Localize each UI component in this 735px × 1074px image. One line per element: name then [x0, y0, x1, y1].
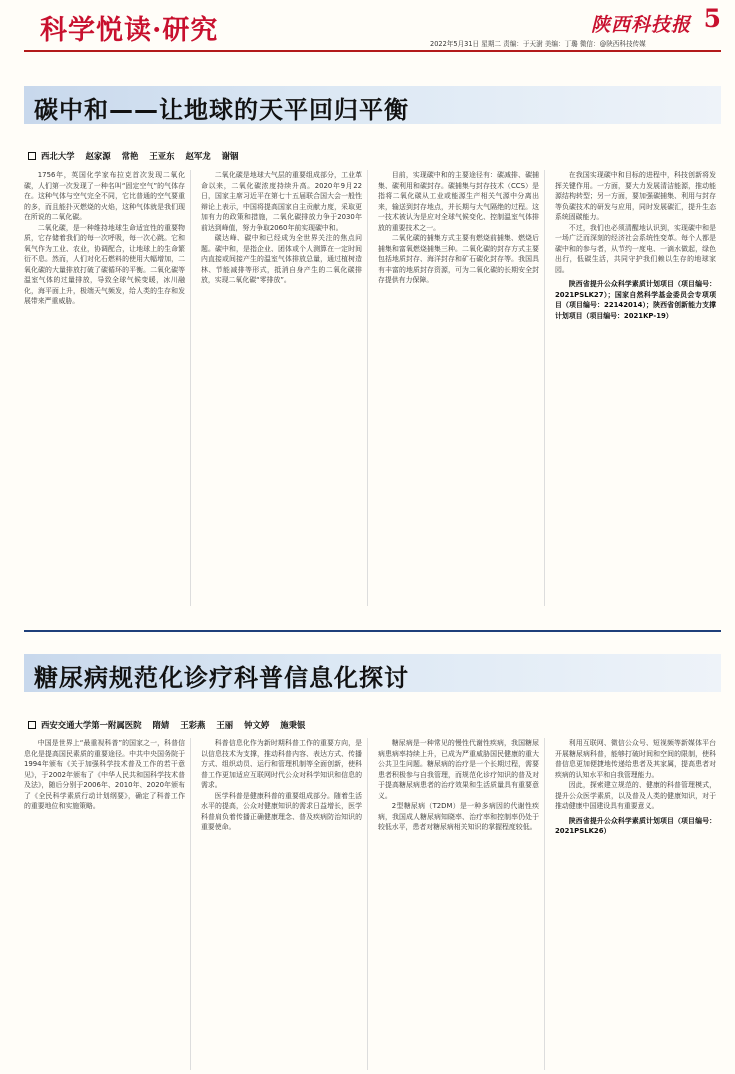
dateline: 2022年5月31日 星期二 责编：于天澍 美编：丁璐 微信：@陕西科技传媒: [430, 40, 646, 48]
article2-authors: [28, 719, 311, 731]
bullet-square-icon: [28, 721, 36, 729]
paragraph: 二氧化碳是地球大气层的重要组成部分，工业革命以来，二氧化碳浓度持续升高。2020年9月22日，国家主席习近平在第七十五届联合国大会一般性辩论上表示，中国将提高国家自主贡献力度，采取更加有力的政策和措施，二氧化碳排放力争于2030年前达到峰值，努力争取2060年前实现碳中和。: [201, 171, 362, 232]
funding-note: 陕西省提升公众科学素质计划项目（项目编号：2021PSLK26）: [555, 816, 716, 835]
article2-body: [24, 738, 721, 1070]
page-number: 5: [703, 4, 721, 33]
article-separator: [24, 630, 721, 632]
article1-title: 碳中和——让地球的天平回归平衡: [34, 96, 409, 124]
author: 赵家源: [85, 151, 111, 161]
article1-column: [24, 170, 191, 606]
paragraph: 因此，探索建立规范的、健康的科普管理模式，提升公众医学素质，以及普及人类的健康知识，对于推动健康中国建设具有重要意义。: [555, 781, 716, 810]
paragraph: 碳达峰、碳中和已经成为全世界关注的焦点问题。碳中和，是指企业、团体或个人测算在一定时间内直接或间接产生的温室气体排放总量，通过植树造林、节能减排等形式，抵消自身产生的二氧化碳排放，实现二氧化碳“零排放”。: [201, 234, 362, 284]
author: 隋婧: [152, 720, 170, 730]
author: 西北大学: [41, 151, 75, 161]
article2-column: [24, 738, 191, 1070]
paragraph: 二氧化碳，是一种维持地球生命适宜性的重要物质，它存储着我们的每一次呼吸，每一次心跳。它和氧气作为工业、农业，协调配合，让地球上的生命繁衍不息。然而，人们对化石燃料的使用大幅增加，二氧化碳的大量排放打破了碳循环的平衡。二氧化碳等温室气体的过量排放，导致全球气候变暖，冰川融化，海平面上升，极端天气频发，给人类的生存和发展带来严重威胁。: [24, 223, 185, 305]
author: 常艳: [121, 151, 139, 161]
author: 西安交通大学第一附属医院: [41, 720, 142, 730]
paragraph: 2型糖尿病（T2DM）是一种多病因的代谢性疾病，我国成人糖尿病知晓率、治疗率和控制率仍处于较低水平，患者对糖尿病相关知识的掌握程度较低。: [378, 802, 539, 831]
paragraph: 中国是世界上“最重视科普”的国家之一，科普信息化是提高国民素质的重要途径。中共中央国务院于1994年颁布《关于加强科学技术普及工作的若干意见》，于2002年颁布了《中华人民共和国科学技术普及法》，随后分别于2006年、2010年、2020年颁布了《全民科学素质行动计划纲要》，确定了科普工作的重要地位和实施策略。: [24, 739, 185, 810]
author: 施秉银: [280, 720, 306, 730]
bullet-square-icon: [28, 152, 36, 160]
section-title: 科学悦读·研究: [40, 15, 219, 46]
paragraph: 糖尿病是一种常见的慢性代谢性疾病，我国糖尿病患病率持续上升，已成为严重威胁国民健康的重大公共卫生问题。糖尿病的治疗是一个长期过程，需要患者积极参与自我管理，而规范化诊疗知识的普及对于提高糖尿病患者的治疗效果和生活质量具有重要意义。: [378, 739, 539, 800]
paragraph: 1756年，英国化学家布拉克首次发现二氧化碳，人们第一次发现了一种名叫“固定空气”的气体存在。这种气体与空气完全不同，它比普通的空气要重的多，而且能扑灭燃烧的火焰，这种气体就是我们现在所说的二氧化碳。: [24, 171, 185, 221]
article2-column: [201, 738, 368, 1070]
newspaper-brand: 陕西科技报: [590, 14, 691, 36]
article2-column: [555, 738, 721, 1070]
paragraph: 医学科普是健康科普的重要组成部分。随着生活水平的提高，公众对健康知识的需求日益增长，医学科普肩负着传播正确健康理念、普及疾病防治知识的重要使命。: [201, 791, 362, 831]
paragraph: 不过，我们也必须清醒地认识到，实现碳中和是一场广泛而深刻的经济社会系统性变革。每个人都是碳中和的参与者，从节约一度电、一滴水做起，绿色出行，低碳生活，共同守护我们赖以生存的地球家园。: [555, 223, 716, 274]
author: 赵军龙: [185, 151, 211, 161]
paragraph: 在我国实现碳中和目标的进程中，科技创新将发挥关键作用。一方面，要大力发展清洁能源，推动能源结构转型；另一方面，要加强碳捕集、利用与封存等负碳技术的研发与应用，同时发展碳汇，提升生态系统固碳能力。: [555, 171, 716, 221]
author: 王丽: [216, 720, 234, 730]
article2-title: 糖尿病规范化诊疗科普信息化探讨: [34, 664, 409, 692]
author: 王彩燕: [180, 720, 206, 730]
paragraph: 科普信息化作为新时期科普工作的重要方向，是以信息技术为支撑，推动科普内容、表达方式、传播方式、组织动员、运行和管理机制等全面创新，使科普工作更加适应互联网时代公众对科学知识和信息的需求。: [201, 739, 362, 789]
funding-note: 陕西省提升公众科学素质计划项目（项目编号：2021PSLK27）；国家自然科学基金委员会专项项目（项目编号：22142014）；陕西省创新能力支撑计划项目（项目编号：2021KP-19）: [555, 280, 716, 320]
article1-column: [378, 170, 545, 606]
article2-column: [378, 738, 545, 1070]
article2-banner: [24, 654, 721, 692]
article1-banner: [24, 86, 721, 124]
article1-body: [24, 170, 721, 606]
author: 王亚东: [149, 151, 175, 161]
masthead: [531, 6, 721, 40]
paragraph: 二氧化碳的捕集方式主要有燃烧前捕集、燃烧后捕集和富氧燃烧捕集三种。二氧化碳的封存方式主要包括地质封存、海洋封存和矿石碳化封存等。我国具有丰富的地质封存资源，可为二氧化碳的长期安全封存提供有力保障。: [378, 234, 539, 284]
article1-authors: [28, 150, 244, 162]
paragraph: 目前，实现碳中和的主要途径有：碳减排、碳捕集、碳利用和碳封存。碳捕集与封存技术（CCS）是指将二氧化碳从工业或能源生产相关气源中分离出来，输送到封存地点，并长期与大气隔绝的过程。这一技术被认为是应对全球气候变化、控制温室气体排放的重要技术之一。: [378, 171, 539, 232]
article1-column: [555, 170, 721, 606]
author: 钟文婷: [244, 720, 270, 730]
article1-column: [201, 170, 368, 606]
author: 谢锢: [221, 151, 239, 161]
header-rule: [24, 50, 721, 52]
paragraph: 利用互联网、微信公众号、短视频等新媒体平台开展糖尿病科普，能够打破时间和空间的限制，使科普信息更加便捷地传递给患者及其家属，提高患者对疾病的认知水平和自我管理能力。: [555, 739, 716, 779]
